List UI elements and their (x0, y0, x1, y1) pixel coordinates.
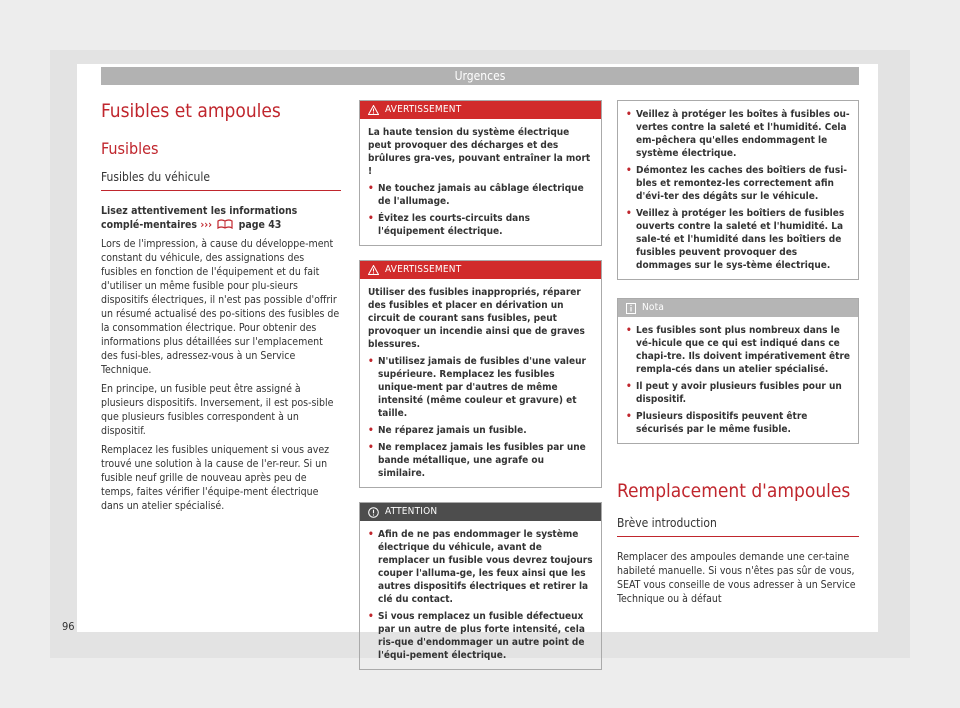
section-heading-block (617, 514, 859, 537)
bullet-icon: • (626, 325, 632, 336)
bullet-icon: • (626, 208, 632, 219)
list-item (368, 528, 593, 606)
attention-bullets (368, 528, 593, 662)
warning-text: La haute tension du système électrique peut provoquer des décharges et des brûlures gra-ves, pouvant entraîner la mort ! (368, 127, 591, 177)
chapter-title: Remplacement d'ampoules (617, 480, 851, 502)
section-heading-block (101, 168, 341, 191)
warning-box (359, 260, 602, 488)
attention-circle-icon (368, 507, 379, 518)
chapter-subtitle: Fusibles (101, 139, 159, 158)
list-item (626, 324, 850, 376)
bullet-icon: • (368, 442, 374, 453)
warning-body (360, 119, 601, 245)
bullet-icon: • (626, 381, 632, 392)
bullet-icon: • (368, 183, 374, 194)
attention-box (359, 502, 602, 670)
warning-body (360, 279, 601, 487)
info-note-icon (626, 303, 636, 314)
warning-header (360, 101, 601, 119)
section-title: Brève introduction (617, 516, 717, 530)
list-item-text: Les fusibles sont plus nombreux dans le vé-hicule que ce qui est indiqué dans ce chapi-tre. Ils doivent impérativement être rempla-cés dans un atelier spécialisé. (636, 325, 850, 375)
attention-body (360, 521, 601, 669)
attention-label: ATTENTION (385, 506, 438, 517)
list-item-text: Ne touchez jamais au câblage électrique de l'allumage. (378, 183, 584, 207)
cross-ref-arrows: ››› (200, 219, 213, 231)
list-item (368, 212, 593, 238)
list-item (626, 380, 850, 406)
note-label: Nota (642, 302, 665, 313)
bullet-icon: • (626, 165, 632, 176)
bullet-icon: • (368, 611, 374, 622)
list-item-text: Évitez les courts-circuits dans l'équipement électrique. (378, 213, 531, 237)
bullet-icon: • (626, 109, 632, 120)
page-reference-link[interactable]: page 43 (238, 219, 282, 231)
list-item-text: Si vous remplacez un fusible défectueux par un autre de plus forte intensité, cela ris-que d'endommager un autre point de l'équi-pement électrique. (378, 611, 585, 661)
note-box (617, 298, 859, 444)
list-item-text: Ne réparez jamais un fusible. (378, 425, 527, 436)
intro-paragraph (101, 204, 341, 232)
list-item (368, 182, 593, 208)
bullet-icon: • (368, 529, 374, 540)
middle-column (359, 100, 602, 684)
warning-triangle-icon (368, 105, 379, 115)
intro-text: Lisez attentivement les informations complé-mentaires (101, 205, 298, 231)
bullet-icon: • (626, 411, 632, 422)
note-bullets (626, 324, 850, 436)
list-item-text: Démontez les caches des boîtiers de fusi-bles et remontez-les correctement afin d'évi-ter des dégâts sur le véhicule. (636, 165, 848, 202)
list-item-text: Veillez à protéger les boîtes à fusibles ou-vertes contre la saleté et l'humidité. Cela em-pêchera qu'elles endommagent le système électrique. (636, 109, 850, 159)
list-item (626, 207, 850, 272)
right-column (617, 100, 859, 611)
list-item-text: Il peut y avoir plusieurs fusibles pour un dispositif. (636, 381, 842, 405)
page-number: 96 (62, 620, 75, 633)
body-paragraph: Remplacez les fusibles uniquement si vous avez trouvé une solution à la cause de l'er-reur. Si un fusible neuf grille de nouveau après peu de temps, faites vérifier l'équipe-ment électrique dans un atelier spécialisé. (101, 444, 330, 512)
warning-box (359, 100, 602, 246)
warning-header (360, 261, 601, 279)
list-item-text: Ne remplacez jamais les fusibles par une bande métallique, une agrafe ou similaire. (378, 442, 586, 479)
body-paragraph: Remplacer des ampoules demande une cer-taine habileté manuelle. Si vous n'êtes pas sûr de vous, SEAT vous conseille de vous adresser à un Service Technique ou à défaut (617, 551, 856, 605)
chapter-title: Fusibles et ampoules (101, 100, 281, 122)
header-title: Urgences (454, 69, 506, 83)
list-item-text: N'utilisez jamais de fusibles d'une valeur supérieure. Remplacez les fusibles unique-ment par d'autres de même intensité (même couleur et gravure) et taille. (378, 356, 586, 419)
note-body (618, 317, 858, 443)
bullet-icon: • (368, 356, 374, 367)
list-item (368, 441, 593, 480)
attention-body (618, 101, 858, 279)
list-item (368, 424, 593, 437)
warning-bullets (368, 355, 593, 480)
running-header (101, 67, 859, 85)
warning-label: AVERTISSEMENT (385, 104, 462, 115)
bullet-icon: • (368, 425, 374, 436)
list-item (626, 410, 850, 436)
bullet-icon: • (368, 213, 374, 224)
warning-triangle-icon (368, 265, 379, 275)
list-item-text: Plusieurs dispositifs peuvent être sécurisés par le même fusible. (636, 411, 808, 435)
warning-bullets (368, 182, 593, 238)
list-item (626, 108, 850, 160)
attention-box-continued (617, 100, 859, 280)
attention-header (360, 503, 601, 521)
warning-label: AVERTISSEMENT (385, 264, 462, 275)
warning-text: Utiliser des fusibles inappropriés, réparer des fusibles et placer en dérivation un circuit de courant sans fusibles, peut provoquer un incendie ainsi que de graves blessures. (368, 287, 585, 350)
attention-bullets (626, 108, 850, 272)
left-column (101, 100, 341, 518)
section-title: Fusibles du véhicule (101, 170, 211, 184)
list-item-text: Veillez à protéger les boîtiers de fusibles ouverts contre la saleté et l'humidité. La sale-té et l'humidité dans les boîtiers de fusibles peuvent provoquer des dommages sur le sys-tème électrique. (636, 208, 845, 271)
body-paragraph: Lors de l'impression, à cause du développe-ment constant du véhicule, des assignations des fusibles en fonction de l'équipement et du fait d'utiliser un même fusible pour plu-sieurs dispositifs électriques, il n'est pas possible d'offrir un résumé actualisé des po-sitions des fusibles de la consommation électrique. Pour obtenir des informations plus détaillées sur l'emplacement des fusi-bles, adressez-vous à un Service Technique. (101, 238, 340, 376)
list-item (368, 610, 593, 662)
list-item (626, 164, 850, 203)
body-paragraph: En principe, un fusible peut être assigné à plusieurs dispositifs. Inversement, il est pos-sible que plusieurs fusibles correspondent à un dispositif. (101, 383, 334, 437)
list-item-text: Afin de ne pas endommager le système électrique du véhicule, avant de remplacer un fusible vous devrez toujours couper l'alluma-ge, les feux ainsi que les autres dispositifs électriques et retirer la clé du contact. (378, 529, 593, 605)
list-item (368, 355, 593, 420)
book-icon (217, 219, 233, 229)
note-header (618, 299, 858, 317)
